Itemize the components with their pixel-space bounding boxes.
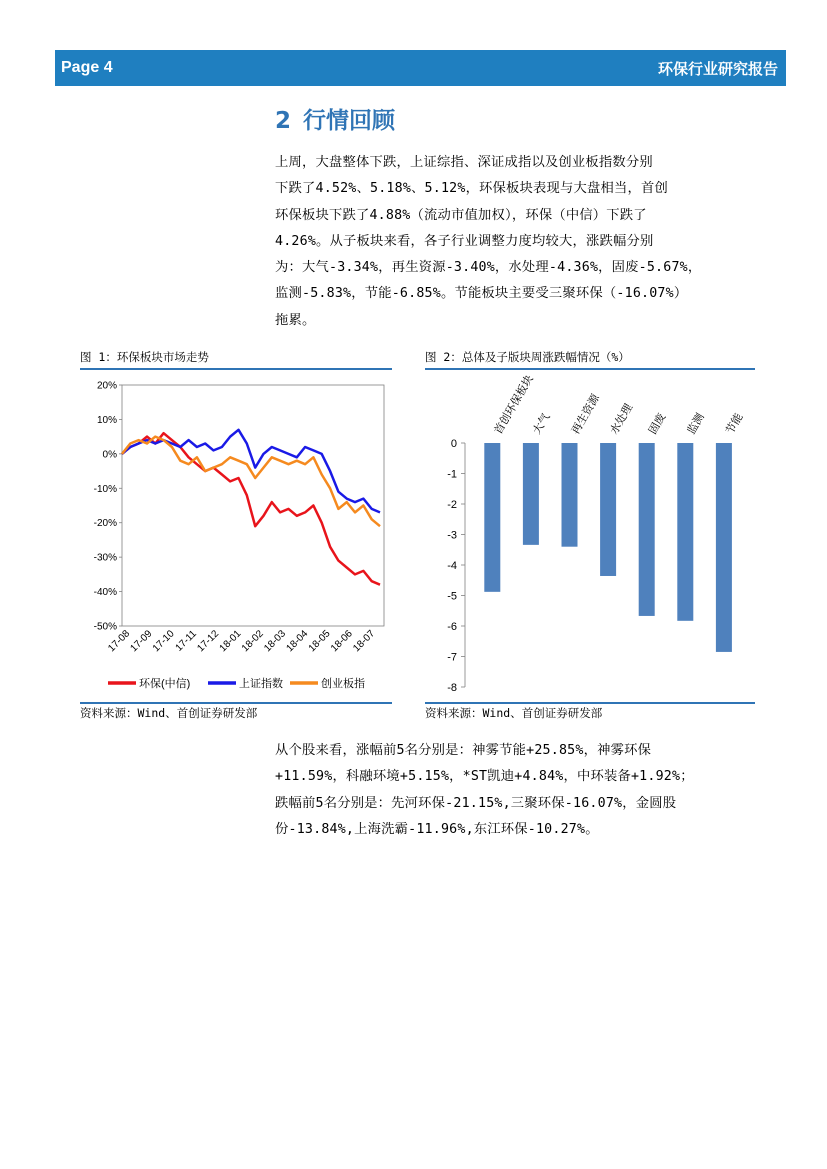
- figure1-line-chart: [80, 370, 392, 700]
- bar: [523, 443, 539, 545]
- category-label: 再生资源: [568, 391, 603, 437]
- bar: [677, 443, 693, 621]
- bar: [562, 443, 578, 547]
- category-label: 监测: [684, 410, 707, 437]
- figure1-bottom-rule: [80, 702, 392, 704]
- plot-frame: [122, 385, 384, 626]
- y-tick-label: 20%: [96, 380, 117, 392]
- y-tick-label: -1: [447, 468, 457, 481]
- y-tick-label: -40%: [93, 587, 117, 599]
- category-label: 固废: [646, 410, 669, 437]
- x-tick-label: 18-04: [284, 628, 311, 655]
- category-label: 水处理: [607, 401, 636, 437]
- y-tick-label: -3: [447, 529, 457, 542]
- y-tick-label: -2: [447, 499, 457, 511]
- section-title: 行情回顾: [303, 108, 396, 134]
- section-number: 2: [275, 108, 292, 134]
- page-number: Page 4: [61, 59, 113, 76]
- figure2-source: 资料来源：Wind、首创证券研发部: [425, 706, 603, 720]
- x-tick-label: 18-01: [217, 628, 244, 655]
- x-tick-label: 18-05: [306, 628, 333, 655]
- x-tick-label: 18-07: [351, 628, 378, 655]
- bar: [716, 443, 732, 652]
- x-tick-label: 17-08: [106, 628, 133, 655]
- y-tick-label: -6: [447, 621, 457, 633]
- x-tick-label: 17-11: [173, 628, 199, 654]
- x-tick-label: 17-10: [150, 628, 177, 655]
- figure2-bar-chart: [425, 370, 755, 700]
- x-tick-label: 17-12: [195, 628, 222, 655]
- category-label: 首创环保板块: [491, 372, 536, 437]
- y-tick-label: -8: [447, 682, 457, 694]
- legend-label: 环保(中信): [139, 678, 191, 690]
- report-title: 环保行业研究报告: [657, 60, 778, 78]
- figure1-caption: 图 1：环保板块市场走势: [80, 350, 209, 364]
- y-tick-label: -50%: [93, 621, 117, 633]
- legend-label: 上证指数: [239, 678, 283, 690]
- section-heading: [275, 102, 395, 135]
- category-label: 大气: [530, 410, 553, 437]
- y-tick-label: -5: [447, 590, 457, 603]
- figure2-bottom-rule: [425, 702, 755, 704]
- bar: [639, 443, 655, 616]
- x-tick-label: 17-09: [128, 628, 155, 655]
- y-tick-label: -20%: [93, 518, 117, 530]
- y-tick-label: -10%: [93, 483, 117, 495]
- figure2-caption: 图 2：总体及子版块周涨跌幅情况（%）: [425, 350, 630, 364]
- y-tick-label: 0: [450, 438, 457, 450]
- y-tick-label: -4: [447, 560, 457, 572]
- bar: [484, 443, 500, 592]
- y-tick-label: -7: [447, 651, 457, 664]
- stock-movers-paragraph: 从个股来看，涨幅前5名分别是：神雾节能+25.85%，神雾环保 +11.59%，科融环境+5.15%，*ST凯迪+4.84%，中环装备+1.92%； 跌幅前5名分别是：先河环保-21.15%,三聚环保-16.07%，金圆股 份-13.84%,上海洗霸-11.96%,东江环保-10.27%。: [275, 743, 694, 837]
- x-tick-label: 18-03: [262, 628, 289, 655]
- y-tick-label: -30%: [93, 552, 117, 564]
- header-bar: [55, 50, 786, 86]
- y-tick-label: 10%: [96, 414, 117, 426]
- x-tick-label: 18-02: [239, 628, 266, 655]
- category-label: 节能: [723, 410, 746, 437]
- market-review-paragraph: 上周，大盘整体下跌，上证综指、深证成指以及创业板指数分别 下跌了4.52%、5.18%、5.12%，环保板块表现与大盘相当，首创 环保板块下跌了4.88%（流动市值加权），环保（中信）下跌了 4.26%。从子板块来看，各子行业调整力度均较大，涨跌幅分别 为：大气-3.34%，再生资源-3.40%，水处理-4.36%，固废-5.67%， 监测-5.83%，节能-6.85%。节能板块主要受三聚环保（-16.07%） 拖累。: [275, 155, 702, 328]
- y-tick-label: 0%: [102, 449, 117, 461]
- figure1-source: 资料来源：Wind、首创证券研发部: [80, 706, 258, 720]
- bar: [600, 443, 616, 576]
- x-tick-label: 18-06: [328, 628, 355, 655]
- legend-label: 创业板指: [321, 678, 365, 690]
